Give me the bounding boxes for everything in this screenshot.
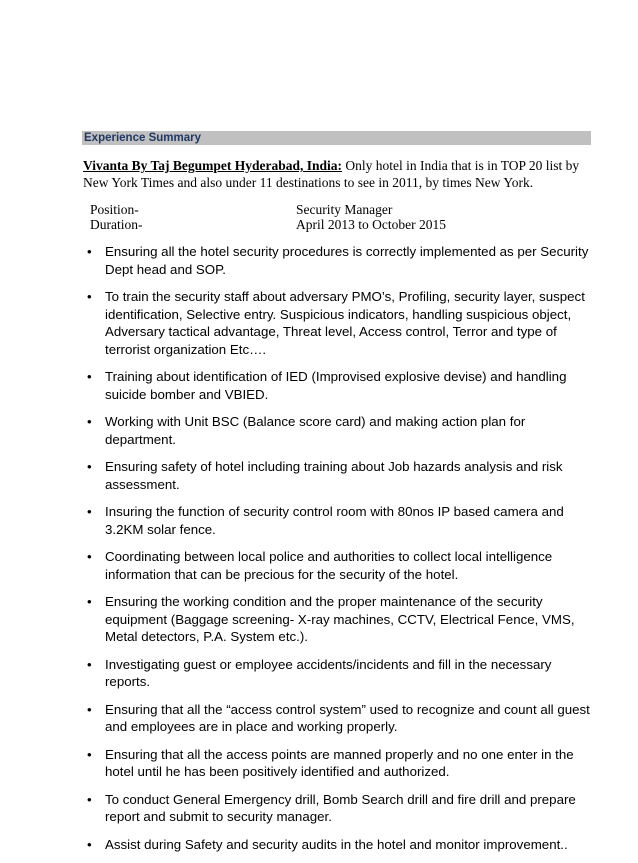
responsibility-item: • Ensuring all the hotel security procedures is correctly implemented as per Security Dept head and SOP. [83, 243, 595, 278]
responsibility-item: • Ensuring the working condition and the proper maintenance of the security equipment (Baggage screening- X-ray machines, CCTV, Electrical Fence, VMS, Metal detectors, P.A. System etc.). [83, 593, 595, 646]
responsibility-item: • Insuring the function of security control room with 80nos IP based camera and 3.2KM solar fence. [83, 503, 595, 538]
responsibility-item: • Training about identification of IED (Improvised explosive devise) and handling suicide bomber and VBIED. [83, 368, 595, 403]
employer-name: Vivanta By Taj Begumpet Hyderabad, India: [83, 158, 343, 173]
responsibility-item: • Coordinating between local police and authorities to collect local intelligence information that can be precious for the security of the hotel. [83, 548, 595, 583]
responsibility-item: • Ensuring that all the “access control system” used to recognize and count all guest and employees are in place and working properly. [83, 701, 595, 736]
position-value: Security Manager [296, 202, 393, 217]
duration-label: Duration- [90, 217, 143, 232]
employer-paragraph [83, 157, 593, 191]
responsibility-item: • Working with Unit BSC (Balance score card) and making action plan for department. [83, 413, 595, 448]
responsibility-item: • Ensuring that all the access points are manned properly and no one enter in the hotel until he has been positively identified and authorized. [83, 746, 595, 781]
position-label: Position- [90, 202, 139, 217]
duration-value: April 2013 to October 2015 [296, 217, 446, 232]
responsibility-item: • To conduct General Emergency drill, Bomb Search drill and fire drill and prepare report and submit to security manager. [83, 791, 595, 826]
responsibilities-list [83, 243, 595, 863]
employer-description: Only hotel in India that is in TOP 20 list by New York Times and also under 11 destinations to see in 2011, by times New York. [83, 158, 580, 190]
section-header-bar [82, 131, 591, 145]
responsibility-item: • Investigating guest or employee accidents/incidents and fill in the necessary reports. [83, 656, 595, 691]
responsibility-item: • To train the security staff about adversary PMO’s, Profiling, security layer, suspect identification, Selective entry. Suspicious indicators, handling suspicious object, Adversary tactical advantage, Threat level, Access control, Terror and type of terrorist organization Etc…. [83, 288, 595, 358]
responsibility-item: • Assist during Safety and security audits in the hotel and monitor improvement.. [83, 836, 595, 854]
responsibility-item: • Ensuring safety of hotel including training about Job hazards analysis and risk assessment. [83, 458, 595, 493]
section-title: Experience Summary [84, 132, 201, 144]
